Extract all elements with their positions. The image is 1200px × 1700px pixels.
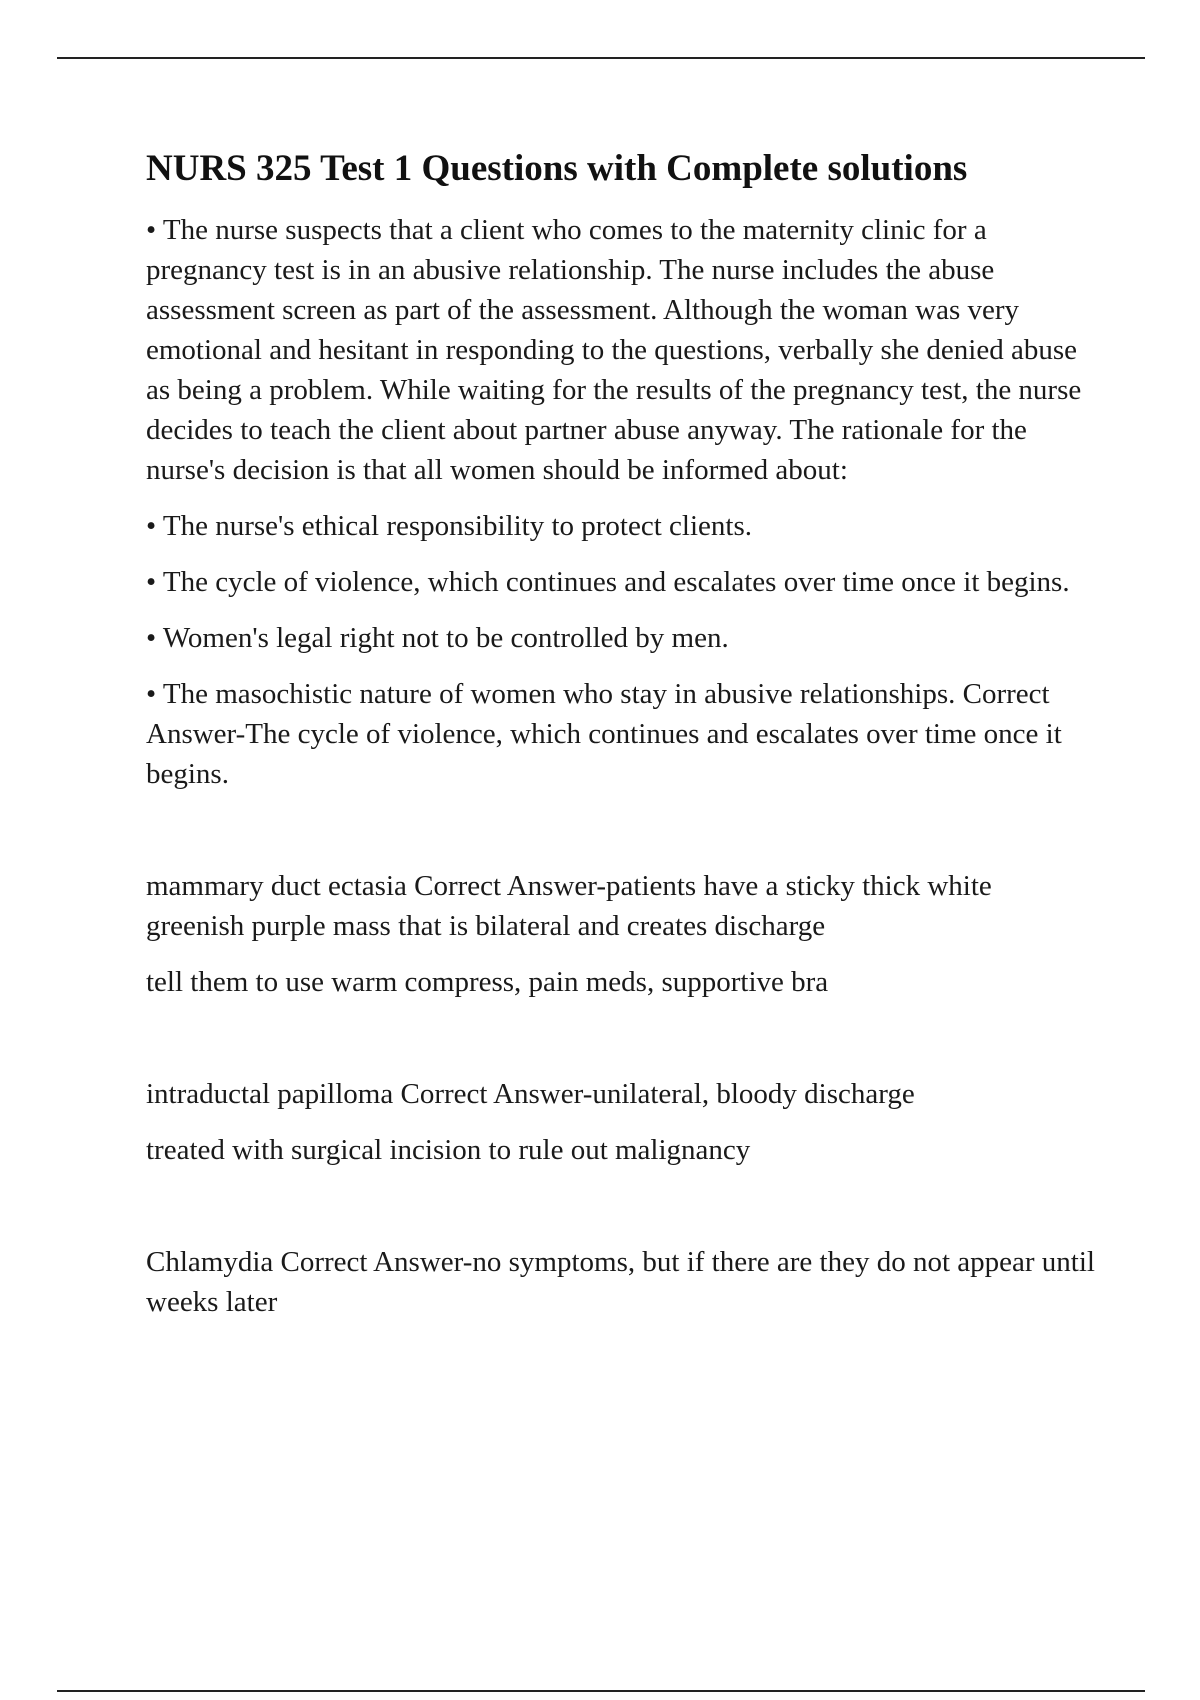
entry-mammary-duct-ectasia-treatment: tell them to use warm compress, pain meds, supportive bra (146, 966, 829, 998)
entry-mammary-duct-ectasia: mammary duct ectasia Correct Answer-patients have a sticky thick white greenish purple mass that is bilateral and creates discharge (146, 870, 992, 942)
entry-intraductal-papilloma: intraductal papilloma Correct Answer-unilateral, bloody discharge (146, 1078, 915, 1110)
answer-option-1: • The nurse's ethical responsibility to protect clients. (146, 510, 752, 542)
bottom-rule (57, 1690, 1145, 1692)
answer-option-3: • Women's legal right not to be controlled by men. (146, 622, 729, 654)
answer-option-4: • The masochistic nature of women who stay in abusive relationships. Correct Answer-The cycle of violence, which continues and escalates over time once it begins. (146, 678, 1062, 790)
document-body (146, 143, 1096, 1322)
entry-chlamydia: Chlamydia Correct Answer-no symptoms, but if there are they do not appear until weeks later (146, 1246, 1095, 1318)
page-title: NURS 325 Test 1 Questions with Complete solutions (146, 148, 968, 189)
entry-intraductal-papilloma-treatment: treated with surgical incision to rule out malignancy (146, 1134, 751, 1166)
question-stem: • The nurse suspects that a client who comes to the maternity clinic for a pregnancy test is in an abusive relationship. The nurse includes the abuse assessment screen as part of the assessment. Although the woman was very emotional and hesitant in responding to the questions, verbally she denied abuse as being a problem. While waiting for the results of the pregnancy test, the nurse decides to teach the client about partner abuse anyway. The rationale for the nurse's decision is that all women should be informed about: (146, 214, 1082, 486)
answer-option-2: • The cycle of violence, which continues and escalates over time once it begins. (146, 566, 1070, 598)
top-rule (57, 57, 1145, 59)
